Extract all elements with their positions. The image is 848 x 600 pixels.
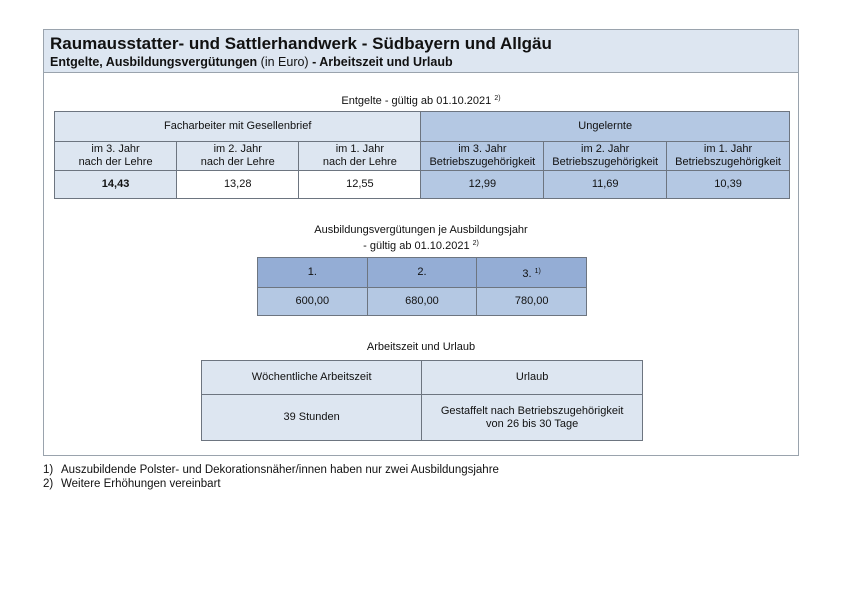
- urlaub-value: Gestaffelt nach Betriebszugehörigkeit von 26 bis 30 Tage: [422, 395, 643, 441]
- entgelte-caption-footnote: 2): [494, 95, 501, 102]
- subtitle-part-3: - Arbeitszeit und Urlaub: [312, 55, 453, 69]
- column-header: im 2. Jahr Betriebszugehörigkeit: [544, 142, 667, 171]
- column-header: im 2. Jahr nach der Lehre: [177, 142, 299, 171]
- ausbildung-caption-line2: - gültig ab 01.10.2021: [363, 240, 470, 252]
- table-cell-value: 12,55: [299, 171, 421, 199]
- entgelte-table: [54, 111, 790, 199]
- ausbildung-caption-footnote: 2): [472, 240, 479, 247]
- table-cell-value: 600,00: [258, 288, 368, 316]
- year-footnote: 1): [534, 267, 541, 275]
- year-header: 1.: [258, 258, 368, 288]
- subtitle-part-1: Entgelte, Ausbildungsvergütungen: [50, 55, 258, 69]
- footnote-number: 1): [43, 464, 54, 476]
- arbeitszeit-header: Wöchentliche Arbeitszeit: [202, 361, 422, 395]
- document-frame: [43, 29, 799, 456]
- ausbildung-table: [257, 257, 587, 316]
- year-header: 2.: [367, 258, 477, 288]
- document-title: Raumausstatter- und Sattlerhandwerk - Südbayern und Allgäu: [50, 34, 552, 53]
- table-cell-value: 13,28: [177, 171, 299, 199]
- document-header: [44, 30, 798, 73]
- table-cell-value: 10,39: [667, 171, 790, 199]
- group-header-facharbeiter: Facharbeiter mit Gesellenbrief: [55, 112, 421, 142]
- footnote-text: Auszubildende Polster- und Dekorationsnäher/innen haben nur zwei Ausbildungsjahre: [61, 464, 499, 476]
- entgelte-caption-text: Entgelte - gültig ab 01.10.2021: [341, 95, 492, 107]
- arbeitszeit-caption: Arbeitszeit und Urlaub: [366, 341, 476, 353]
- column-header: im 1. Jahr nach der Lehre: [299, 142, 421, 171]
- footnote-number: 2): [43, 478, 54, 490]
- column-header: im 1. Jahr Betriebszugehörigkeit: [667, 142, 790, 171]
- footnote-text: Weitere Erhöhungen vereinbart: [61, 478, 221, 490]
- table-cell-value: 12,99: [421, 171, 544, 199]
- group-header-ungelernte: Ungelernte: [421, 112, 790, 142]
- column-header: im 3. Jahr Betriebszugehörigkeit: [421, 142, 544, 171]
- footnote-item: [43, 463, 499, 477]
- year-header: 3. $^{1)}$: [477, 258, 587, 288]
- ausbildung-caption-line1: Ausbildungsvergütungen je Ausbildungsjahr: [314, 224, 528, 236]
- table-cell-value: 14,43: [55, 171, 177, 199]
- arbeitszeit-table: [201, 360, 643, 441]
- table-cell-value: 680,00: [367, 288, 477, 316]
- urlaub-header: Urlaub: [422, 361, 643, 395]
- arbeitszeit-value: 39 Stunden: [202, 395, 422, 441]
- subtitle-part-2: (in Euro): [257, 55, 313, 69]
- footnotes: [43, 463, 499, 491]
- document-subtitle: [50, 54, 798, 70]
- entgelte-caption: [44, 92, 798, 108]
- table-cell-value: 780,00: [477, 288, 587, 316]
- column-header: im 3. Jahr nach der Lehre: [55, 142, 177, 171]
- ausbildung-caption: [44, 224, 798, 253]
- table-cell-value: 11,69: [544, 171, 667, 199]
- footnote-item: [43, 477, 499, 491]
